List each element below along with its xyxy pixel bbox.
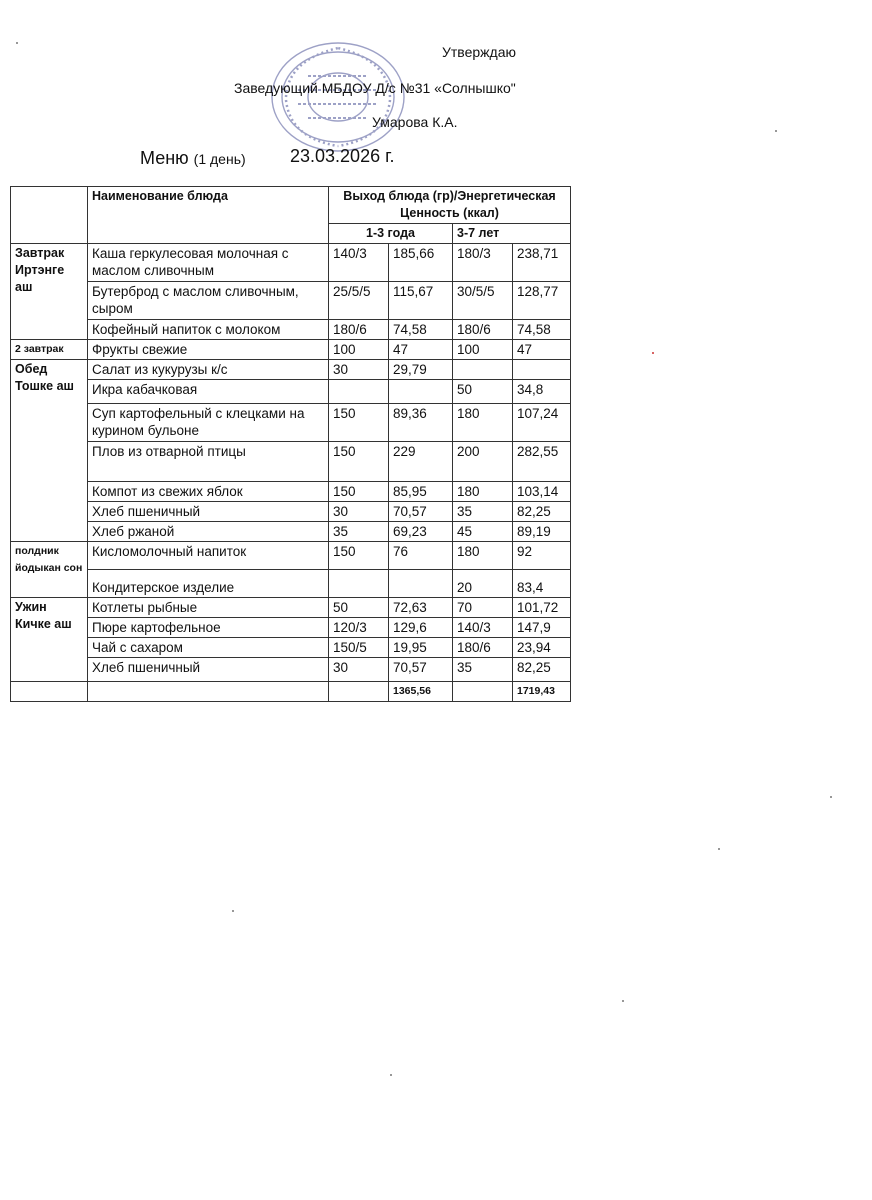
dish-name: Котлеты рыбные [88, 598, 329, 618]
dish-name: Суп картофельный с клецками на курином бульоне [88, 404, 329, 442]
weight-1-3: 35 [329, 522, 389, 542]
scan-speck [718, 848, 720, 850]
energy-1-3: 47 [389, 340, 453, 360]
head-position: Заведующий МБДОУ Д/с №31 «Солнышко" [234, 80, 516, 96]
scan-speck [775, 130, 777, 132]
energy-3-7: 107,24 [513, 404, 571, 442]
scan-speck [830, 796, 832, 798]
dish-name: Кофейный напиток с молоком [88, 320, 329, 340]
totals-empty [88, 682, 329, 702]
energy-3-7: 89,19 [513, 522, 571, 542]
energy-3-7: 282,55 [513, 442, 571, 482]
weight-1-3: 25/5/5 [329, 282, 389, 320]
energy-3-7: 74,58 [513, 320, 571, 340]
weight-3-7: 20 [453, 570, 513, 598]
energy-1-3: 85,95 [389, 482, 453, 502]
weight-1-3: 30 [329, 360, 389, 380]
menu-title-text: Меню [140, 148, 189, 168]
energy-1-3: 69,23 [389, 522, 453, 542]
dish-name: Компот из свежих яблок [88, 482, 329, 502]
weight-1-3: 100 [329, 340, 389, 360]
table-row [11, 442, 571, 482]
table-row [11, 282, 571, 320]
table-row [11, 638, 571, 658]
weight-1-3 [329, 570, 389, 598]
table-row [11, 502, 571, 522]
weight-1-3: 150/5 [329, 638, 389, 658]
table-row [11, 598, 571, 618]
menu-title [140, 148, 246, 169]
dish-name: Кондитерское изделие [88, 570, 329, 598]
energy-1-3: 19,95 [389, 638, 453, 658]
meal-lunch: Обед Тошке аш [11, 360, 88, 542]
weight-3-7: 200 [453, 442, 513, 482]
weight-1-3 [329, 380, 389, 404]
meal-snack: полдник йодыкан сон [11, 542, 88, 598]
table-row [11, 482, 571, 502]
table-row [11, 570, 571, 598]
weight-1-3: 150 [329, 442, 389, 482]
weight-1-3: 150 [329, 482, 389, 502]
table-row [11, 618, 571, 638]
scan-speck [622, 1000, 624, 1002]
totals-empty [329, 682, 389, 702]
weight-3-7: 50 [453, 380, 513, 404]
energy-1-3: 115,67 [389, 282, 453, 320]
totals-empty [453, 682, 513, 702]
menu-table [10, 186, 571, 702]
weight-1-3: 30 [329, 502, 389, 522]
weight-3-7: 35 [453, 502, 513, 522]
totals-row [11, 682, 571, 702]
menu-days: (1 день) [193, 151, 246, 167]
dish-name: Каша геркулесовая молочная с маслом сливочным [88, 244, 329, 282]
menu-date: 23.03.2026 г. [290, 146, 395, 166]
energy-1-3: 70,57 [389, 658, 453, 682]
meal-dinner: Ужин Кичке аш [11, 598, 88, 682]
table-row [11, 658, 571, 682]
energy-1-3: 185,66 [389, 244, 453, 282]
weight-3-7: 45 [453, 522, 513, 542]
weight-3-7: 180/6 [453, 638, 513, 658]
energy-1-3: 76 [389, 542, 453, 570]
age-1-3-header: 1-3 года [329, 224, 453, 244]
energy-3-7: 238,71 [513, 244, 571, 282]
energy-1-3: 129,6 [389, 618, 453, 638]
dish-name: Хлеб пшеничный [88, 502, 329, 522]
weight-3-7: 35 [453, 658, 513, 682]
dish-name: Пюре картофельное [88, 618, 329, 638]
official-stamp-seal [268, 40, 408, 155]
dish-name: Фрукты свежие [88, 340, 329, 360]
weight-1-3: 140/3 [329, 244, 389, 282]
energy-3-7: 103,14 [513, 482, 571, 502]
weight-3-7: 180 [453, 482, 513, 502]
dish-name: Плов из отварной птицы [88, 442, 329, 482]
table-row [11, 244, 571, 282]
weight-1-3: 50 [329, 598, 389, 618]
meal-second-breakfast: 2 завтрак [11, 340, 88, 360]
approve-label: Утверждаю [442, 44, 516, 60]
table-row [11, 404, 571, 442]
weight-3-7: 70 [453, 598, 513, 618]
energy-1-3: 72,63 [389, 598, 453, 618]
total-energy-3-7: 1719,43 [513, 682, 571, 702]
weight-3-7 [453, 360, 513, 380]
weight-3-7: 180 [453, 542, 513, 570]
energy-1-3: 29,79 [389, 360, 453, 380]
dish-name: Салат из кукурузы к/с [88, 360, 329, 380]
dish-name: Икра кабачковая [88, 380, 329, 404]
dish-name: Бутерброд с маслом сливочным, сыром [88, 282, 329, 320]
weight-1-3: 150 [329, 404, 389, 442]
dish-name: Кисломолочный напиток [88, 542, 329, 570]
energy-1-3: 229 [389, 442, 453, 482]
energy-1-3: 74,58 [389, 320, 453, 340]
table-row [11, 340, 571, 360]
dish-name: Хлеб ржаной [88, 522, 329, 542]
energy-3-7: 82,25 [513, 502, 571, 522]
total-energy-1-3: 1365,56 [389, 682, 453, 702]
scan-speck [390, 1074, 392, 1076]
weight-1-3: 180/6 [329, 320, 389, 340]
meal-breakfast: Завтрак Иртэнге аш [11, 244, 88, 340]
energy-1-3 [389, 380, 453, 404]
totals-empty [11, 682, 88, 702]
energy-3-7: 92 [513, 542, 571, 570]
weight-3-7: 180/3 [453, 244, 513, 282]
energy-1-3: 89,36 [389, 404, 453, 442]
weight-3-7: 30/5/5 [453, 282, 513, 320]
age-3-7-header: 3-7 лет [453, 224, 571, 244]
dish-name: Хлеб пшеничный [88, 658, 329, 682]
energy-3-7: 34,8 [513, 380, 571, 404]
weight-1-3: 150 [329, 542, 389, 570]
dish-name: Чай с сахаром [88, 638, 329, 658]
energy-3-7 [513, 360, 571, 380]
weight-3-7: 140/3 [453, 618, 513, 638]
scan-speck [232, 910, 234, 912]
header-empty-cell [11, 187, 88, 244]
table-row [11, 522, 571, 542]
head-name: Умарова К.А. [372, 114, 458, 130]
table-row [11, 360, 571, 380]
energy-3-7: 128,77 [513, 282, 571, 320]
weight-1-3: 30 [329, 658, 389, 682]
energy-3-7: 82,25 [513, 658, 571, 682]
table-header-row [11, 187, 571, 224]
scan-speck [652, 352, 654, 354]
weight-3-7: 180 [453, 404, 513, 442]
table-row [11, 320, 571, 340]
scan-speck [16, 42, 18, 44]
energy-1-3: 70,57 [389, 502, 453, 522]
weight-1-3: 120/3 [329, 618, 389, 638]
energy-3-7: 47 [513, 340, 571, 360]
weight-3-7: 180/6 [453, 320, 513, 340]
weight-3-7: 100 [453, 340, 513, 360]
energy-3-7: 83,4 [513, 570, 571, 598]
table-row [11, 380, 571, 404]
energy-1-3 [389, 570, 453, 598]
energy-3-7: 101,72 [513, 598, 571, 618]
energy-3-7: 147,9 [513, 618, 571, 638]
column-output-header: Выход блюда (гр)/Энергетическая Ценность (ккал) [329, 187, 571, 224]
energy-3-7: 23,94 [513, 638, 571, 658]
table-row [11, 542, 571, 570]
column-dish-header: Наименование блюда [88, 187, 329, 244]
